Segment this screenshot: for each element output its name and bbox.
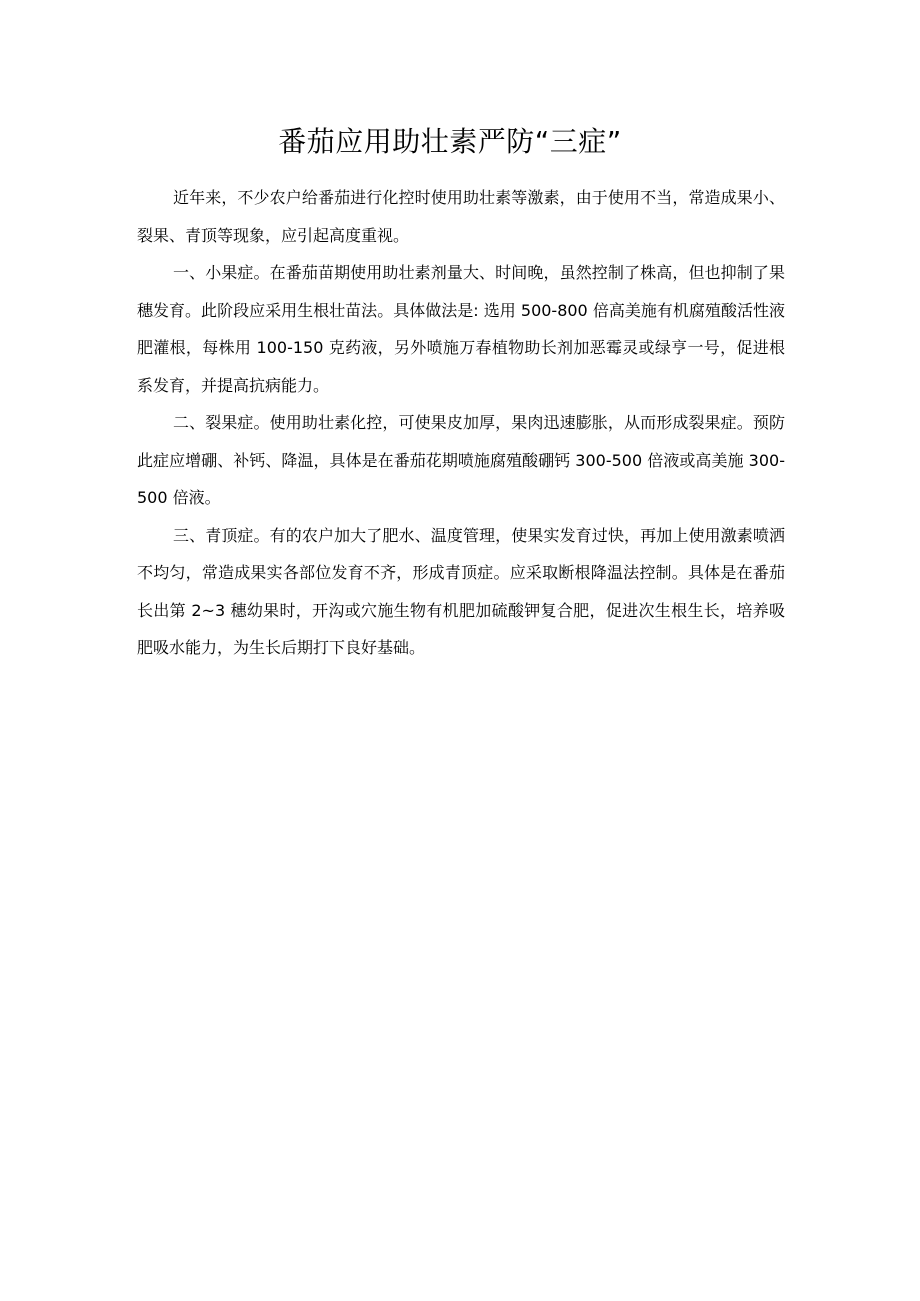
paragraph-small-fruit: 一、小果症。在番茄苗期使用助壮素剂量大、时间晚，虽然控制了株高，但也抑制了果穗发育。此阶段应采用生根壮苗法。具体做法是: 选用 500-800 倍高美施有机腐殖酸活性液肥灌根，每株用 100-150 克药液，另外喷施万春植物助长剂加恶霉灵或绿亨一号，促进根系发育，并提高抗病能力。 <box>137 263 785 395</box>
document-title: 番茄应用助壮素严防“三症” <box>278 125 622 158</box>
paragraph-cracked-fruit: 二、裂果症。使用助壮素化控，可使果皮加厚，果肉迅速膨胀，从而形成裂果症。预防此症应增硼、补钙、降温，具体是在番茄花期喷施腐殖酸硼钙 300-500 倍液或高美施 300-500 倍液。 <box>137 413 785 507</box>
paragraph-intro: 近年来，不少农户给番茄进行化控时使用助壮素等激素，由于使用不当，常造成果小、裂果、青顶等现象，应引起高度重视。 <box>137 188 785 245</box>
document-body <box>137 179 785 667</box>
paragraph-green-top: 三、青顶症。有的农户加大了肥水、温度管理，使果实发育过快，再加上使用激素喷洒不均匀，常造成果实各部位发育不齐，形成青顶症。应采取断根降温法控制。具体是在番茄长出第 2~3 穗幼果时，开沟或穴施生物有机肥加硫酸钾复合肥，促进次生根生长，培养吸肥吸水能力，为生长后期打下良好基础。 <box>137 525 785 657</box>
